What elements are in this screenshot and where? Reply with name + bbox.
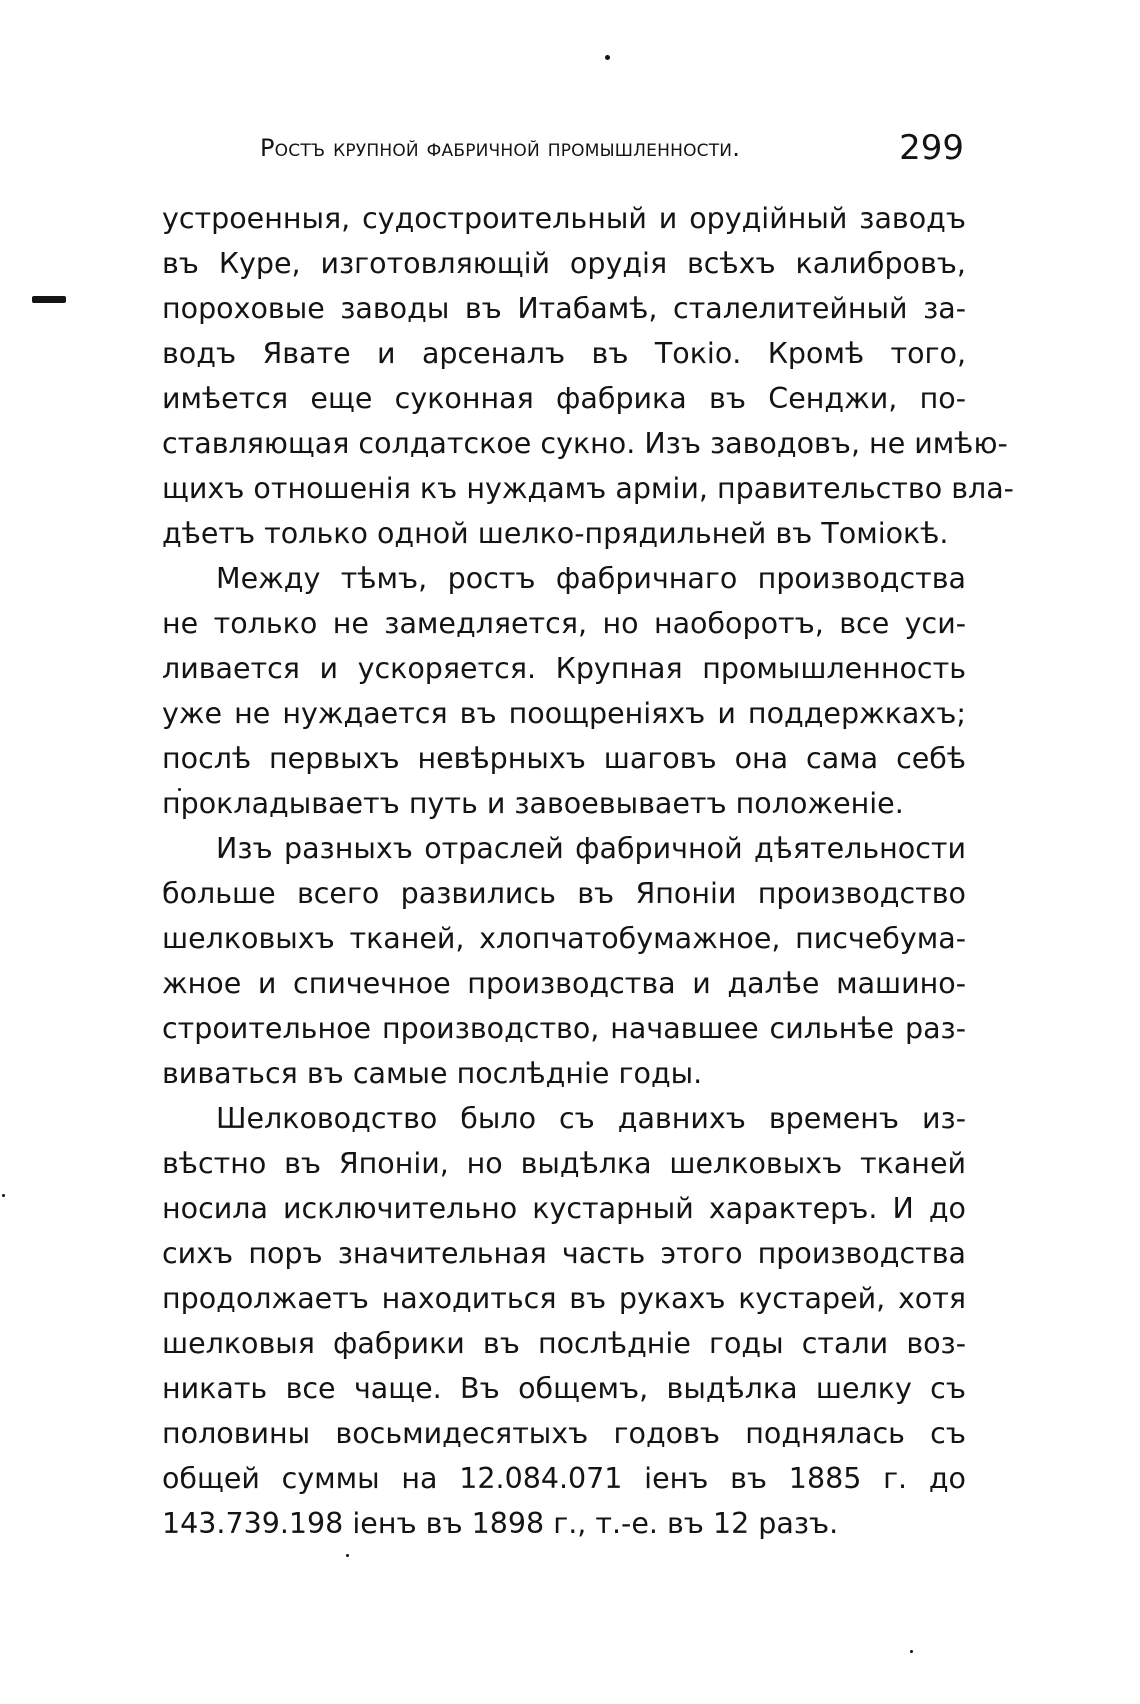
- text-line: уже не нуждается въ поощренiяхъ и поддержкахъ;: [162, 697, 966, 730]
- text-line: щихъ отношенiя къ нуждамъ армiи, правительство вла-: [162, 472, 1014, 505]
- text-line: пороховые заводы въ Итабамѣ, сталелитейный за-: [162, 292, 966, 325]
- text-line: ливается и ускоряется. Крупная промышленность: [162, 652, 966, 685]
- print-speck: [605, 55, 610, 60]
- text-line: прокладываетъ путь и завоевываетъ положенiе.: [162, 787, 904, 820]
- text-line: общей суммы на 12.084.071 iенъ въ 1885 г. до: [162, 1462, 966, 1495]
- page-number: 299: [899, 128, 964, 168]
- paragraph: [162, 1096, 966, 1546]
- text-line: шелковыя фабрики въ послѣднiе годы стали воз-: [162, 1327, 966, 1360]
- text-line: никать все чаще. Въ общемъ, выдѣлка шелку съ: [162, 1372, 966, 1405]
- text-line: 143.739.198 iенъ въ 1898 г., т.-е. въ 12 разъ.: [162, 1507, 839, 1540]
- running-title: Ростъ крупной фабричной промышленности.: [260, 134, 741, 162]
- text-line: вѣстно въ Японiи, но выдѣлка шелковыхъ тканей: [162, 1147, 966, 1180]
- text-line: не только не замедляется, но наоборотъ, все уси-: [162, 607, 966, 640]
- print-speck: [910, 1650, 913, 1653]
- text-line: ставляющая солдатское сукно. Изъ заводовъ, не имѣю-: [162, 427, 1008, 460]
- text-line: имѣется еще суконная фабрика въ Сенджи, по-: [162, 382, 966, 415]
- paragraph: [162, 826, 966, 1096]
- text-line: строительное производство, начавшее сильнѣе раз-: [162, 1012, 966, 1045]
- text-line: жное и спичечное производства и далѣе машино-: [162, 967, 966, 1000]
- text-line: водъ Явате и арсеналъ въ Токiо. Кромѣ того,: [162, 337, 966, 370]
- text-line: продолжаетъ находиться въ рукахъ кустарей, хотя: [162, 1282, 966, 1315]
- text-line: половины восьмидесятыхъ годовъ поднялась съ: [162, 1417, 966, 1450]
- print-speck: [346, 1554, 349, 1557]
- text-line: шелковыхъ тканей, хлопчатобумажное, писчебума-: [162, 922, 966, 955]
- text-line: въ Куре, изготовляющiй орудiя всѣхъ калибровъ,: [162, 247, 966, 280]
- text-line: Изъ разныхъ отраслей фабричной дѣятельности: [216, 832, 966, 865]
- running-header: [260, 128, 970, 188]
- margin-mark: [32, 296, 66, 303]
- print-speck: [2, 1194, 5, 1197]
- text-line: виваться въ самые послѣднiе годы.: [162, 1057, 703, 1090]
- body-text: [162, 196, 1014, 1546]
- paragraph: [162, 196, 1014, 556]
- text-line: устроенныя, судостроительный и орудiйный заводъ: [162, 202, 966, 235]
- text-line: Шелководство было съ давнихъ временъ из-: [216, 1102, 966, 1135]
- text-line: сихъ поръ значительная часть этого производства: [162, 1237, 966, 1270]
- text-line: носила исключительно кустарный характеръ. И до: [162, 1192, 966, 1225]
- text-line: дѣетъ только одной шелко-прядильней въ Томiокѣ.: [162, 517, 949, 550]
- paragraph: [162, 556, 966, 826]
- text-line: больше всего развились въ Японiи производство: [162, 877, 966, 910]
- text-line: послѣ первыхъ невѣрныхъ шаговъ она сама себѣ: [162, 742, 966, 775]
- text-line: Между тѣмъ, ростъ фабричнаго производства: [216, 562, 966, 595]
